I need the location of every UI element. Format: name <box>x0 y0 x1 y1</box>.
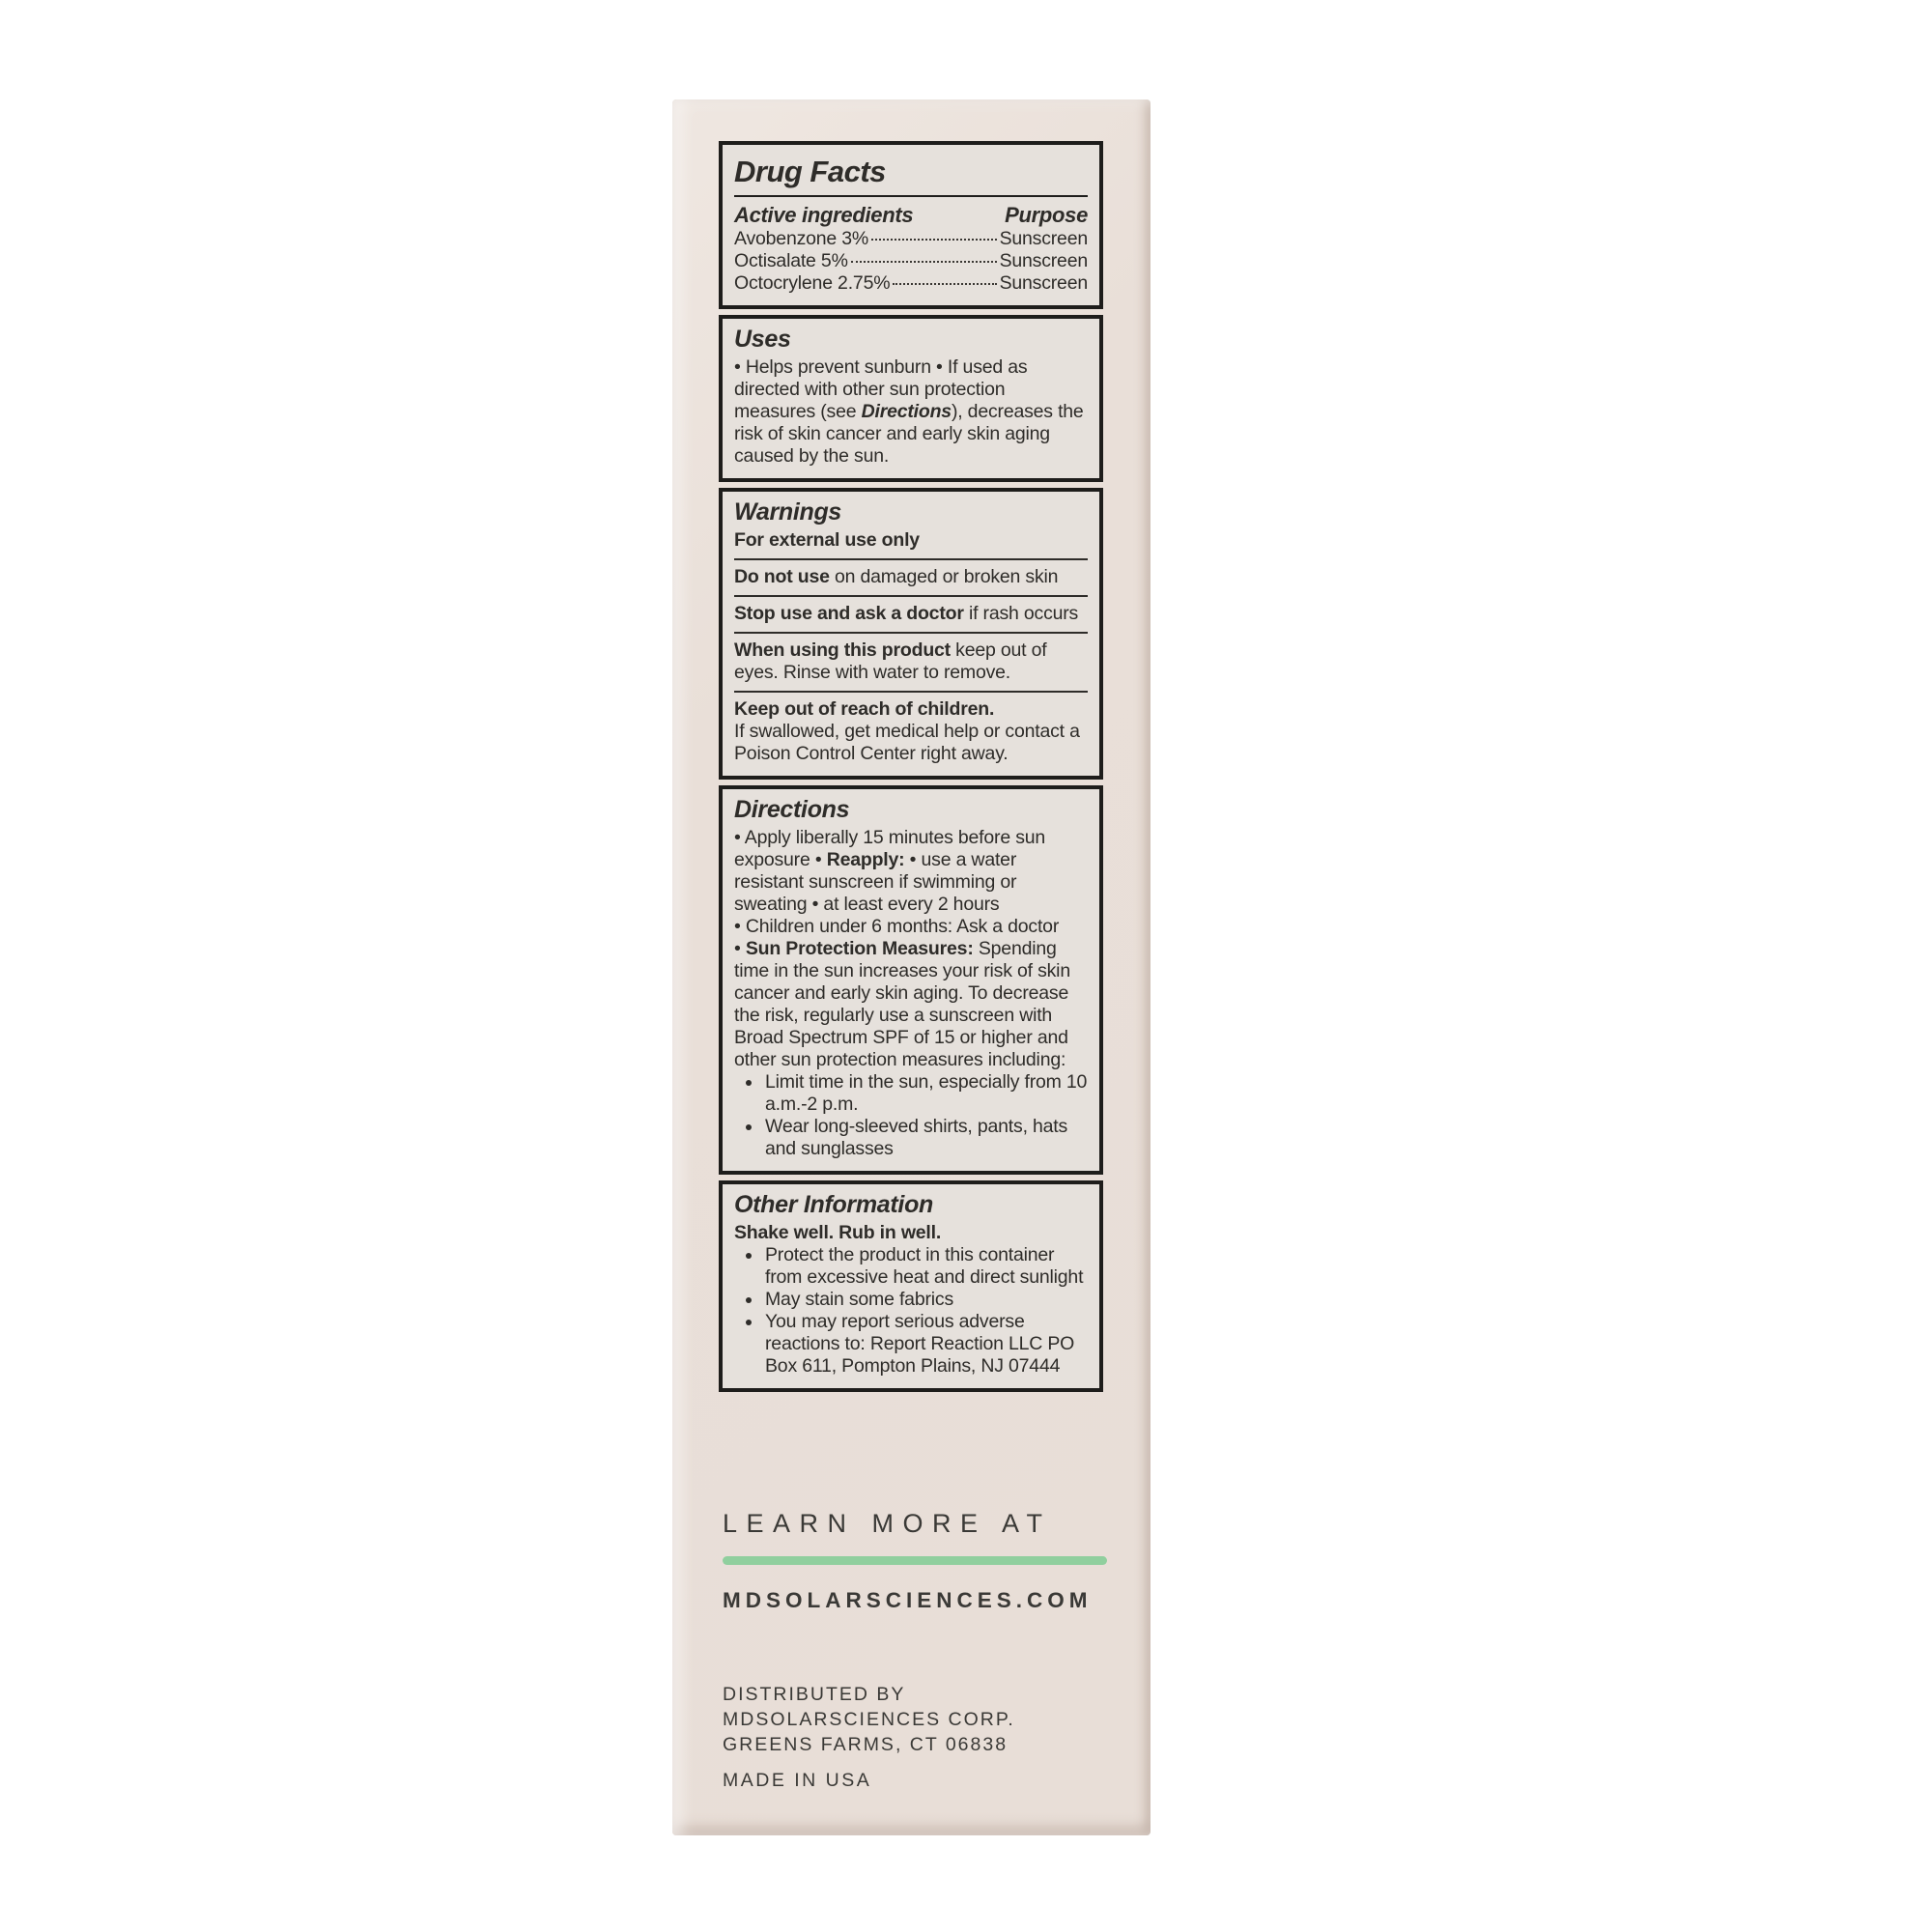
other-info-shake: Shake well. Rub in well. <box>734 1222 942 1243</box>
warning-lead: When using this product <box>734 639 951 661</box>
ingredient-purpose: Sunscreen <box>999 228 1088 249</box>
directions-children: • Children under 6 months: Ask a doctor <box>734 916 1060 937</box>
active-ingredient-row <box>734 272 1088 295</box>
warning-text: if rash occurs <box>963 603 1079 624</box>
warnings-divider <box>734 632 1088 634</box>
directions-bullet-list <box>734 1071 1088 1160</box>
uses-heading: Uses <box>734 326 791 353</box>
actives-heading: Active ingredients <box>734 203 914 227</box>
section-warnings <box>719 488 1103 780</box>
active-ingredient-row <box>734 228 1088 250</box>
ingredient-name: Octocrylene 2.75% <box>734 272 891 294</box>
warnings-stop-use <box>734 603 1088 625</box>
directions-text: Spending time in the sun increases your risk of skin cancer and early skin aging. To decrease the risk, regularly use a sunscreen with Broad Spectrum SPF of 15 or higher and other sun protection measures including: <box>734 938 1070 1070</box>
warning-text: on damaged or broken skin <box>829 566 1059 587</box>
drug-facts-label <box>719 141 1103 1398</box>
warnings-divider <box>734 595 1088 597</box>
directions-sun-protection <box>734 938 1088 1071</box>
warnings-external-use: For external use only <box>734 529 920 551</box>
warnings-divider <box>734 691 1088 693</box>
dot-leader <box>851 261 997 263</box>
dot-leader <box>893 283 996 285</box>
active-ingredient-row <box>734 250 1088 272</box>
learn-more-label: LEARN MORE AT <box>723 1509 1052 1538</box>
uses-body <box>734 356 1088 468</box>
sun-protection-lead: Sun Protection Measures: <box>745 938 974 959</box>
warnings-do-not-use <box>734 566 1088 588</box>
uses-text: ), decreases the risk of skin cancer and early skin aging caused by the sun. <box>734 401 1084 467</box>
drug-facts-title: Drug Facts <box>734 155 886 188</box>
green-accent-bar <box>723 1556 1107 1565</box>
distributor-address-line: GREENS FARMS, CT 06838 <box>723 1734 1009 1755</box>
section-other-information <box>719 1180 1103 1392</box>
actives-header-row <box>734 202 1088 228</box>
warnings-keep-out-lead: Keep out of reach of children. <box>734 698 995 720</box>
directions-bullet: • Limit time in the sun, especially from 10 a.m.-2 p.m. <box>763 1071 1088 1116</box>
uses-directions-ref: Directions <box>861 401 952 422</box>
section-directions <box>719 785 1103 1175</box>
dot-leader <box>871 239 996 241</box>
directions-apply <box>734 827 1088 916</box>
section-uses <box>719 315 1103 482</box>
warning-text: keep out of eyes. Rinse with water to remove. <box>734 639 1047 683</box>
ingredient-name: Octisalate 5% <box>734 250 848 271</box>
directions-bullet: • Wear long-sleeved shirts, pants, hats and sunglasses <box>763 1116 1088 1160</box>
warnings-keep-out-text: If swallowed, get medical help or contact a Poison Control Center right away. <box>734 721 1080 764</box>
distributor-block <box>723 1682 1015 1757</box>
directions-text: • use a water resistant sunscreen if swimming or sweating • at least every 2 hours <box>734 849 1017 915</box>
section-drug-facts-actives <box>719 141 1103 309</box>
ingredient-purpose: Sunscreen <box>999 250 1088 271</box>
warning-lead: Do not use <box>734 566 830 587</box>
directions-heading: Directions <box>734 796 850 823</box>
purpose-heading: Purpose <box>1005 203 1088 227</box>
ingredient-purpose: Sunscreen <box>999 272 1088 294</box>
warnings-heading: Warnings <box>734 498 842 526</box>
made-in-usa-label: MADE IN USA <box>723 1770 872 1791</box>
other-info-bullet: • Protect the product in this container from excessive heat and direct sunlight <box>763 1244 1088 1289</box>
website-url: MDSOLARSCIENCES.COM <box>723 1588 1093 1612</box>
warnings-when-using <box>734 639 1088 684</box>
other-info-bullet-list <box>734 1244 1088 1378</box>
other-info-heading: Other Information <box>734 1191 934 1218</box>
title-divider <box>734 195 1088 197</box>
distributed-by-line: DISTRIBUTED BY <box>723 1684 906 1705</box>
distributor-name-line: MDSOLARSCIENCES CORP. <box>723 1709 1015 1730</box>
warning-lead: Stop use and ask a doctor <box>734 603 964 624</box>
directions-text: • Apply liberally 15 minutes before sun exposure • <box>734 827 1046 870</box>
ingredient-name: Avobenzone 3% <box>734 228 869 249</box>
uses-text: • Helps prevent sunburn • If used as directed with other sun protection measures (see <box>734 356 1028 422</box>
other-info-bullet: • May stain some fabrics <box>763 1289 1088 1311</box>
directions-reapply-lead: Reapply: <box>826 849 905 870</box>
warnings-divider <box>734 558 1088 560</box>
other-info-bullet: • You may report serious adverse reactions to: Report Reaction LLC PO Box 611, Pompton Plains, NJ 07444 <box>763 1311 1088 1378</box>
product-box-back-panel <box>672 99 1151 1835</box>
directions-text: • <box>734 938 746 959</box>
